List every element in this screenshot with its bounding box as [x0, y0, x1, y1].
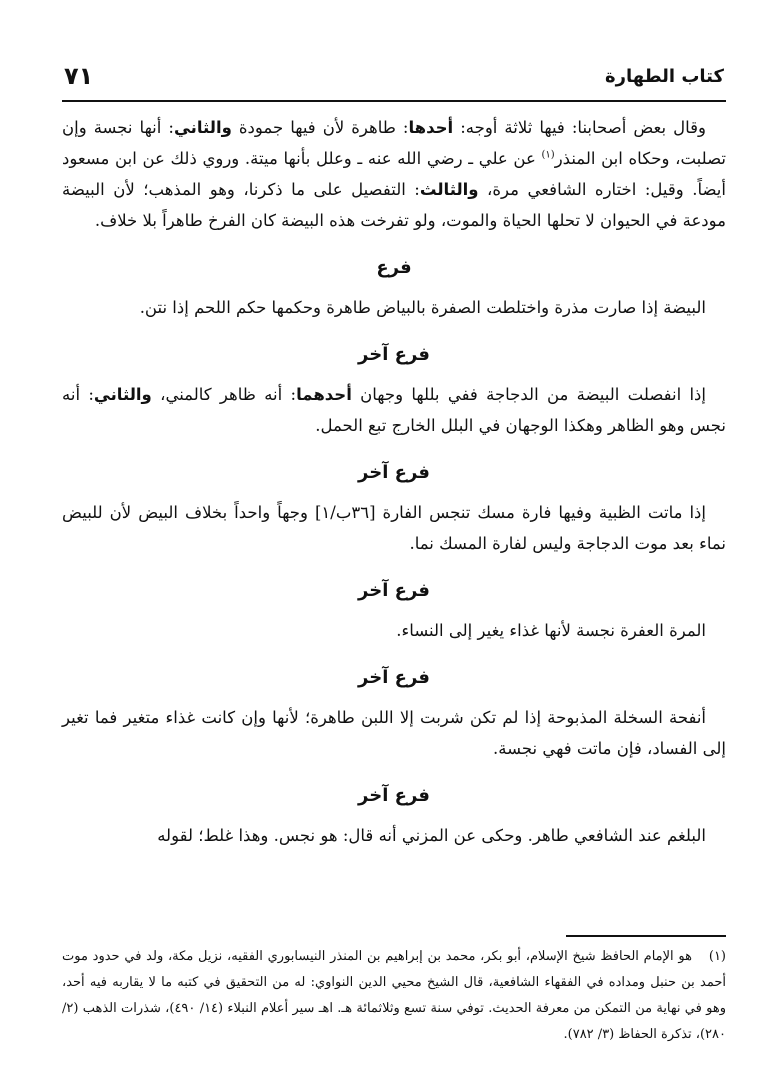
paragraph-3: إذا انفصلت البيضة من الدجاجة ففي بللها وجهان أحدهما: أنه ظاهر كالمني، والثاني: أنه نجس وهو الظاهر وهكذا الوجهان في البلل الخارج تبع الحمل. [62, 385, 726, 435]
paragraph-7: البلغم عند الشافعي طاهر. وحكى عن المزني أنه قال: هو نجس. وهذا غلط؛ لقوله [157, 826, 706, 845]
term-first: أحدها [408, 118, 454, 137]
footnote-divider [566, 935, 726, 937]
paragraph-4: إذا ماتت الظبية وفيها فارة مسك تنجس الفارة [٣٦ب/١] وجهاً واحداً بخلاف البيض لأن للبيض نماء بعد موت الدجاجة وليس لفارة المسك نما. [62, 503, 726, 553]
main-text [62, 112, 726, 851]
paragraph-2: البيضة إذا صارت مذرة واختلطت الصفرة بالبياض طاهرة وحكمها حكم اللحم إذا نتن. [139, 298, 706, 317]
footnote-reference: (١) [541, 149, 555, 161]
section-heading: فرع آخر [358, 580, 430, 601]
paragraph-1: وقال بعض أصحابنا: فيها ثلاثة أوجه: أحدها: طاهرة لأن فيها جمودة والثاني: أنها نجسة وإن تصلبت، وحكاه ابن المنذر$^{(١)}$ عن علي ـ رضي الله عنه ـ وعلل بأنها ميتة. وروي ذلك عن ابن مسعود أيضاً. وقيل: اختاره الشافعي مرة، والثالث: التفصيل على ما ذكرنا، وهو المذهب؛ لأن البيضة مودعة في الحيوان لا تحلها الحياة والموت، ولو تفرخت هذه البيضة كان الفرخ طاهراً بلا خلاف. [62, 118, 727, 230]
section-heading: فرع [376, 257, 412, 278]
section-heading: فرع آخر [358, 462, 430, 483]
book-title: كتاب الطهارة [604, 66, 724, 87]
section-heading: فرع آخر [358, 785, 430, 806]
term-second: والثاني [93, 385, 152, 404]
paragraph-6: أنفحة السخلة المذبوحة إذا لم تكن شربت إلا اللبن طاهرة؛ لأنها وإن كانت غذاء متغير فما تغير إلى الفساد، فإن ماتت فهي نجسة. [62, 708, 726, 758]
header-divider [62, 100, 726, 102]
term-second: والثاني [173, 118, 232, 137]
term-third: والثالث [419, 180, 479, 199]
section-heading: فرع آخر [358, 344, 430, 365]
footnote-marker: (١) [708, 949, 726, 964]
footnotes [62, 944, 726, 1048]
term-first: أحدهما [296, 385, 352, 404]
section-heading: فرع آخر [358, 667, 430, 688]
running-header [62, 58, 726, 98]
footnote-text: هو الإمام الحافظ شيخ الإسلام، أبو بكر، محمد بن إبراهيم بن المنذر النيسابوري الفقيه، نزيل مكة، ولد في حدود موت أحمد بن حنبل ومداده في الفقهاء الشافعية، قال الشيخ محيي الدين النواوي: له من التحقيق في كتبه ما لا يقاربه فيه أحد، وهو في نهاية من التمكن من معرفة الحديث. توفي سنة تسع وثلاثمائة هـ. اهـ سير أعلام النبلاء (١٤/ ٤٩٠)، شذرات الذهب (٢/ ٢٨٠)، تذكرة الحفاظ (٣/ ٧٨٢). [62, 949, 726, 1042]
page-number: ٧١ [64, 62, 94, 90]
paragraph-5: المرة العفرة نجسة لأنها غذاء يغير إلى النساء. [396, 621, 706, 640]
